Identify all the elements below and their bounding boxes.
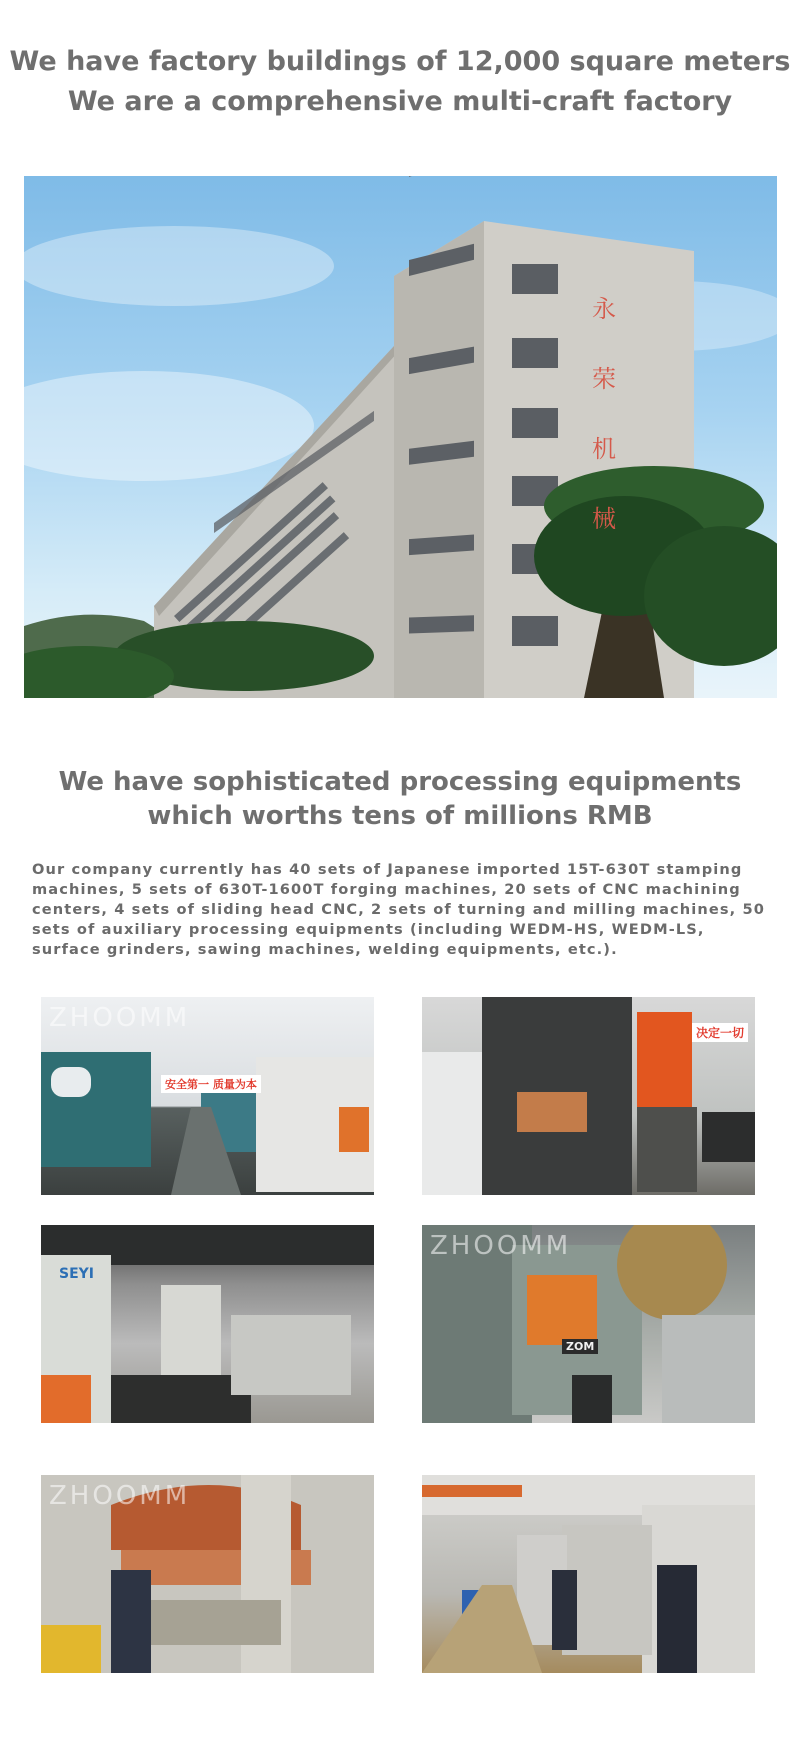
building-sign-char: 荣 <box>592 365 616 393</box>
equipment-heading-line-1: We have sophisticated processing equipments <box>58 767 742 797</box>
building-sign <box>589 274 619 554</box>
building-sign-char: 机 <box>592 435 616 463</box>
equipment-description: Our company currently has 40 sets of Japanese imported 15T-630T stamping machines, 5 sets of 630T-1600T forging machines, 20 sets of CNC machining centers, 4 sets of sliding head CNC, 2 sets of turning and milling machines, 50 sets of auxiliary processing equipments (including WEDM-HS, WEDM-LS, surface grinders, sawing machines, welding equipments, etc.). <box>32 861 766 958</box>
press-brand-label: SEYI <box>59 1266 94 1282</box>
equipment-heading <box>0 765 800 833</box>
forging-press-photo <box>41 1475 374 1673</box>
factory-building-photo <box>24 176 777 698</box>
banner-sign: 决定一切 <box>692 1023 748 1042</box>
press-line-photo <box>41 1225 374 1423</box>
watermark: ZHOOMM <box>430 1231 572 1261</box>
heading-line-1: We have factory buildings of 12,000 square meters <box>9 46 791 77</box>
watermark: ZHOOMM <box>49 1003 191 1033</box>
zom-press-photo <box>422 1225 755 1423</box>
building-sign-char: 永 <box>592 295 616 323</box>
machining-center-photo <box>422 1475 755 1673</box>
equipment-heading-line-2: which worths tens of millions RMB <box>147 801 653 831</box>
press-brand-label: ZOM <box>562 1339 598 1354</box>
cnc-workshop-photo <box>41 997 374 1195</box>
stamping-press-photo <box>422 997 755 1195</box>
safety-banner: 安全第一 质量为本 <box>161 1075 261 1093</box>
heading-line-2: We are a comprehensive multi-craft factory <box>67 86 733 117</box>
building-sign-char: 械 <box>592 505 616 533</box>
page-heading <box>0 42 800 122</box>
watermark: ZHOOMM <box>49 1481 191 1511</box>
